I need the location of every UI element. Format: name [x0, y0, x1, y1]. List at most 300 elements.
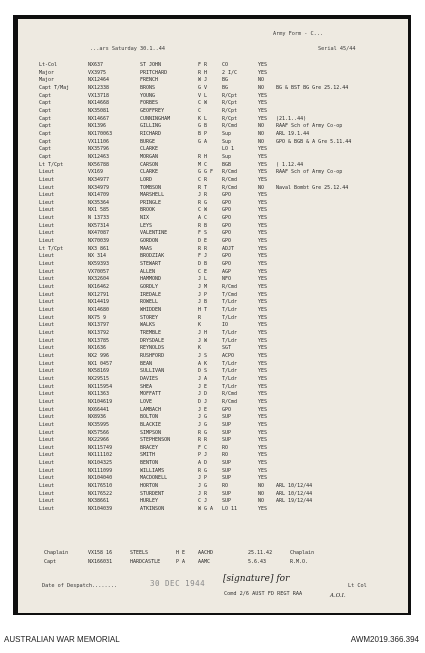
officer-initials: R R	[198, 437, 208, 444]
officer-row	[18, 230, 408, 238]
officer-number: NX 314	[88, 253, 107, 260]
officer-number: NX14419	[88, 299, 110, 306]
officer-number: VX70057	[88, 268, 110, 275]
officer-rank: Lieut	[39, 414, 55, 421]
officer-rank: Lieut	[39, 421, 55, 428]
officer-row	[18, 207, 408, 215]
officer-unit: GPO	[222, 215, 232, 222]
officer-initials: J A	[198, 375, 208, 382]
officer-note: RAAF Sch of Army Co-op	[276, 123, 343, 130]
officer-initials: C E	[198, 268, 208, 275]
officer-unit: T/Ldr	[222, 329, 238, 336]
officer-unit: R/Cmd	[222, 398, 238, 405]
officer-row	[18, 246, 408, 254]
officer-rank: Lieut	[39, 329, 55, 336]
officer-name: BRODZIAK	[140, 253, 165, 260]
officer-number: NX12463	[88, 153, 110, 160]
officer-name: BURGE	[140, 138, 156, 145]
signature-initials: A.O.I.	[330, 593, 346, 599]
officer-rank: Capt	[39, 130, 52, 137]
rmo-initials: P A	[176, 559, 186, 565]
officer-name: DAVIES	[140, 375, 159, 382]
officer-row	[18, 261, 408, 269]
officer-number: NX35081	[88, 107, 110, 114]
officer-name: MOFFATT	[140, 391, 162, 398]
officer-number: NX104619	[88, 398, 113, 405]
officer-name: FRENCH	[140, 77, 159, 84]
officer-initials: G B	[198, 123, 208, 130]
serial-number: Serial 45/44	[318, 46, 356, 52]
officer-rank: Lieut	[39, 284, 55, 291]
officer-number: NX38661	[88, 498, 110, 505]
officer-row	[18, 315, 408, 323]
officer-rank: Lieut	[39, 215, 55, 222]
officer-number: VX169	[88, 169, 104, 176]
officer-unit: T/Ldr	[222, 368, 238, 375]
officer-row	[18, 368, 408, 376]
officer-number: NX104040	[88, 475, 113, 482]
chaplain-unit: AACHD	[198, 550, 214, 556]
officer-number: NX59393	[88, 261, 110, 268]
officer-code: YES	[258, 421, 268, 428]
officer-rank: Lieut	[39, 314, 55, 321]
officer-code: YES	[258, 460, 268, 467]
officer-unit: LO 1	[222, 146, 235, 153]
officer-code: YES	[258, 375, 268, 382]
officer-number: NX13797	[88, 322, 110, 329]
officer-name: BOLTON	[140, 414, 159, 421]
officer-code: YES	[258, 414, 268, 421]
officer-name: NIX	[140, 215, 150, 222]
officer-unit: R/Cpt	[222, 115, 238, 122]
officer-code: YES	[258, 153, 268, 160]
officer-unit: R/Cpt	[222, 100, 238, 107]
officer-row	[18, 146, 408, 154]
officer-name: BRONS	[140, 84, 156, 91]
officer-unit: SUP	[222, 460, 232, 467]
officer-name: SHEA	[140, 383, 153, 390]
officer-initials: F C	[198, 444, 208, 451]
officer-name: ATKINSON	[140, 506, 165, 513]
officer-unit: RO	[222, 483, 229, 490]
officer-number: NX34977	[88, 176, 110, 183]
officer-code: YES	[258, 261, 268, 268]
officer-initials: J G	[198, 483, 208, 490]
officer-initials: C	[198, 107, 202, 114]
officer-code: NO	[258, 498, 265, 505]
chaplain-date: 25.11.42	[248, 550, 273, 556]
officer-number: NX14709	[88, 192, 110, 199]
archive-reference: AWM2019.366.394	[350, 635, 419, 644]
officer-unit: T/Ldr	[222, 307, 238, 313]
officer-number: NX13785	[88, 337, 110, 344]
officer-number: NX16462	[88, 284, 110, 291]
officer-row	[18, 192, 408, 200]
officer-code: NO	[258, 84, 265, 91]
officer-number: NX75 9	[88, 314, 107, 321]
officer-unit: GPO	[222, 238, 232, 245]
officer-unit: ACPO	[222, 352, 235, 359]
officer-rank: Capt T/Maj	[39, 84, 70, 91]
officer-unit: GPO	[222, 222, 232, 229]
officer-initials: J R	[198, 490, 208, 497]
officer-code: YES	[258, 383, 268, 390]
rmo-date: 5.6.43	[248, 559, 267, 565]
officer-rank: Major	[39, 77, 55, 84]
officer-number: NX58169	[88, 368, 110, 375]
officer-unit: SUP	[222, 475, 232, 482]
rmo-unit: AAMC	[198, 559, 211, 565]
officer-unit: T/Ldr	[222, 375, 238, 382]
officer-row	[18, 108, 408, 116]
officer-code: YES	[258, 314, 268, 321]
officer-name: LAMBACH	[140, 406, 162, 413]
officer-row	[18, 468, 408, 476]
officer-unit: RO	[222, 452, 229, 459]
officer-row	[18, 452, 408, 460]
despatch-date-stamp: 30 DEC 1944	[150, 579, 206, 588]
officer-name: STOREY	[140, 314, 159, 321]
officer-code: YES	[258, 398, 268, 405]
officer-row	[18, 93, 408, 101]
officer-name: TREMBLE	[140, 329, 162, 336]
chaplain-row	[18, 549, 408, 557]
officer-unit: R/Cmd	[222, 391, 238, 398]
officer-initials: P J	[198, 452, 208, 459]
officer-code: YES	[258, 253, 268, 260]
officer-unit: SUP	[222, 490, 232, 497]
officer-row	[18, 475, 408, 483]
officer-note: (21.1..44)	[276, 115, 307, 122]
officer-name: GEOFFREY	[140, 107, 165, 114]
officer-rank: Capt	[39, 138, 52, 145]
officer-unit: SUP	[222, 467, 232, 474]
officer-name: HORTON	[140, 483, 159, 490]
officer-unit: GPO	[222, 230, 232, 237]
officer-number: NX35796	[88, 146, 110, 153]
officer-rank: Lieut	[39, 452, 55, 459]
officer-name: CUNNINGHAM	[140, 115, 171, 122]
officer-row	[18, 131, 408, 139]
officer-initials: H T	[198, 307, 208, 313]
officer-name: SULLIVAN	[140, 368, 165, 375]
officer-number: NX115749	[88, 444, 113, 451]
officer-initials: D S	[198, 368, 208, 375]
officer-row	[18, 399, 408, 407]
officer-name: MACDONELL	[140, 475, 168, 482]
officer-unit: ADJT	[222, 245, 235, 252]
officer-code: YES	[258, 299, 268, 306]
officer-number: NX14667	[88, 115, 110, 122]
officer-row	[18, 253, 408, 261]
officer-number: NX14680	[88, 307, 110, 313]
officer-rank: Lieut	[39, 375, 55, 382]
officer-list	[18, 62, 408, 514]
officer-number: NX1636	[88, 345, 107, 352]
officer-initials: K	[198, 345, 202, 352]
officer-row	[18, 77, 408, 85]
officer-code: YES	[258, 352, 268, 359]
officer-number: NX12791	[88, 291, 110, 298]
officer-name: YOUNG	[140, 92, 156, 99]
officer-initials: A D	[198, 460, 208, 467]
officer-code: YES	[258, 360, 268, 367]
officer-code: YES	[258, 452, 268, 459]
officer-unit: AGP	[222, 268, 232, 275]
officer-unit: T/Cmd	[222, 291, 238, 298]
officer-name: LEYS	[140, 222, 153, 229]
officer-code: YES	[258, 337, 268, 344]
officer-row	[18, 269, 408, 277]
lt-col-label: Lt Col	[348, 583, 367, 589]
officer-name: CARSON	[140, 161, 159, 168]
officer-row	[18, 483, 408, 491]
officer-note: ARL 19.1.44	[276, 130, 310, 137]
officer-unit: 2 I/C	[222, 69, 238, 76]
officer-rank: Lieut	[39, 406, 55, 413]
officer-row	[18, 384, 408, 392]
officer-number: NX115954	[88, 383, 113, 390]
officer-code: YES	[258, 368, 268, 375]
officer-unit: IO	[222, 322, 229, 329]
officer-note: ARL 10/12/44	[276, 483, 313, 490]
officer-rank: Lieut	[39, 490, 55, 497]
officer-number: NX22966	[88, 437, 110, 444]
officer-unit: R/Cmd	[222, 284, 238, 291]
officer-name: WALKS	[140, 322, 156, 329]
officer-initials: C W	[198, 207, 208, 214]
officer-number: NX170063	[88, 130, 113, 137]
officer-rank: Lieut	[39, 337, 55, 344]
officer-row	[18, 100, 408, 108]
officer-rank: Lieut	[39, 368, 55, 375]
officer-row	[18, 437, 408, 445]
officer-rank: Lieut	[39, 268, 55, 275]
officer-rank: Lieut	[39, 475, 55, 482]
officer-name: BRACEY	[140, 444, 159, 451]
officer-name: BLACKIE	[140, 421, 162, 428]
archive-footer	[0, 632, 425, 653]
officer-code: YES	[258, 437, 268, 444]
officer-initials: D B	[198, 261, 208, 268]
officer-rank: Lieut	[39, 444, 55, 451]
officer-number: NX12464	[88, 77, 110, 84]
officer-row	[18, 162, 408, 170]
officer-number: VX11106	[88, 138, 110, 145]
officer-row	[18, 139, 408, 147]
officer-name: MARSHELL	[140, 192, 165, 199]
officer-row	[18, 414, 408, 422]
officer-row	[18, 498, 408, 506]
officer-number: NX111099	[88, 467, 113, 474]
officer-rank: Lieut	[39, 460, 55, 467]
officer-unit: GPO	[222, 406, 232, 413]
officer-row	[18, 407, 408, 415]
officer-initials: F R	[198, 62, 208, 68]
officer-number: NX1 0457	[88, 360, 113, 367]
officer-name: BROOK	[140, 207, 156, 214]
officer-unit: Sup	[222, 138, 232, 145]
officer-unit: R/Cmd	[222, 169, 238, 176]
officer-row	[18, 215, 408, 223]
officer-unit: R/Cmd	[222, 123, 238, 130]
officer-row	[18, 276, 408, 284]
officer-code: YES	[258, 62, 268, 68]
officer-row	[18, 445, 408, 453]
officer-code: NO	[258, 130, 265, 137]
officer-number: NX32604	[88, 276, 110, 283]
officer-row	[18, 506, 408, 514]
officer-unit: SGT	[222, 345, 232, 352]
officer-name: ALLEN	[140, 268, 156, 275]
officer-code: NO	[258, 184, 265, 191]
officer-code: YES	[258, 345, 268, 352]
officer-row	[18, 338, 408, 346]
officer-initials: J G	[198, 421, 208, 428]
officer-row	[18, 322, 408, 330]
officer-row	[18, 200, 408, 208]
officer-rank: Lieut	[39, 169, 55, 176]
officer-initials: A C	[198, 215, 208, 222]
officer-code: YES	[258, 100, 268, 107]
officer-initials: C W	[198, 100, 208, 107]
officer-name: HAMMOND	[140, 276, 162, 283]
officer-rank: Capt	[39, 123, 52, 130]
officer-code: YES	[258, 115, 268, 122]
officer-code: YES	[258, 284, 268, 291]
officer-rank: Lieut	[39, 506, 55, 513]
officer-row	[18, 284, 408, 292]
officer-row	[18, 292, 408, 300]
officer-note: BG & BST BG Gre 25.12.44	[276, 84, 349, 91]
officer-initials: J P	[198, 291, 208, 298]
officer-unit: GPO	[222, 207, 232, 214]
chaplain-number: VX158 16	[88, 550, 113, 556]
officer-name: RUSHFORD	[140, 352, 165, 359]
officer-name: ROWELL	[140, 299, 159, 306]
officer-number: NX1 585	[88, 207, 110, 214]
officer-initials: R H	[198, 69, 208, 76]
officer-number: NX57566	[88, 429, 110, 436]
officer-code: YES	[258, 207, 268, 214]
officer-code: YES	[258, 176, 268, 183]
officer-name: REYNOLDS	[140, 345, 165, 352]
officer-rank: Capt	[39, 100, 52, 107]
officer-number: NX47087	[88, 230, 110, 237]
officer-name: MAAS	[140, 245, 153, 252]
officer-initials: W J	[198, 77, 208, 84]
officer-row	[18, 123, 408, 131]
officer-rank: Lieut	[39, 207, 55, 214]
officer-name: VALENTINE	[140, 230, 168, 237]
officer-unit: GPO	[222, 192, 232, 199]
officer-code: YES	[258, 391, 268, 398]
officer-initials: R B	[198, 222, 208, 229]
officer-number: NX66441	[88, 406, 110, 413]
officer-rank: Capt	[39, 146, 52, 153]
officer-unit: SUP	[222, 498, 232, 505]
officer-rank: Lieut	[39, 345, 55, 352]
document-page	[18, 19, 408, 613]
officer-initials: F S	[198, 230, 208, 237]
officer-name: HURLEY	[140, 498, 159, 505]
officer-unit: T/Ldr	[222, 360, 238, 367]
officer-note: ( 1.12.44	[276, 161, 304, 168]
officer-number: NX34979	[88, 184, 110, 191]
officer-rank: Lieut	[39, 352, 55, 359]
officer-name: IREDALE	[140, 291, 162, 298]
officer-row	[18, 307, 408, 315]
officer-code: YES	[258, 506, 268, 513]
officer-note: RAAF Sch of Army Co-op	[276, 169, 343, 176]
officer-row	[18, 460, 408, 468]
date-line: ...ars Saturday 30.1..44	[90, 46, 165, 52]
officer-initials: G V	[198, 84, 208, 91]
officer-initials: A K	[198, 360, 208, 367]
officer-number: NX637	[88, 62, 104, 68]
officer-rank: Capt	[39, 153, 52, 160]
officer-name: LOVE	[140, 398, 153, 405]
officer-code: YES	[258, 276, 268, 283]
officer-number: NX11363	[88, 391, 110, 398]
officer-row	[18, 345, 408, 353]
officer-code: YES	[258, 92, 268, 99]
officer-number: NX8936	[88, 414, 107, 421]
officer-initials: B P	[198, 130, 208, 137]
officer-rank: Lieut	[39, 391, 55, 398]
officer-number: NX104039	[88, 506, 113, 513]
officer-code: YES	[258, 192, 268, 199]
officer-name: BEAN	[140, 360, 153, 367]
officer-name: STEPHENSON	[140, 437, 171, 444]
officer-number: NX176510	[88, 483, 113, 490]
officer-unit: R/Cmd	[222, 176, 238, 183]
officer-code: NO	[258, 77, 265, 84]
officer-unit: CO	[222, 62, 229, 68]
officer-code: YES	[258, 146, 268, 153]
rmo-name: HARDCASTLE	[130, 559, 161, 565]
officer-rank: Capt	[39, 115, 52, 122]
commander-line: Comd 2/6 AUST FD REGT RAA	[224, 591, 303, 597]
officer-unit: Sup	[222, 153, 232, 160]
officer-code: YES	[258, 307, 268, 313]
rmo-number: NX166031	[88, 559, 113, 565]
officer-rank: Lieut	[39, 322, 55, 329]
officer-number: NX14668	[88, 100, 110, 107]
officer-code: YES	[258, 444, 268, 451]
officer-name: GORDLY	[140, 284, 159, 291]
despatch-label: Date of Despatch........	[42, 583, 117, 589]
officer-rank: Lieut	[39, 360, 55, 367]
officer-unit: R/Cmd	[222, 184, 238, 191]
officer-initials: R R	[198, 245, 208, 252]
officer-initials: J B	[198, 299, 208, 306]
officer-unit: SUP	[222, 437, 232, 444]
officer-unit: R/Cpt	[222, 92, 238, 99]
chaplain-initials: H E	[176, 550, 186, 556]
officer-code: YES	[258, 245, 268, 252]
officer-rank: Lieut	[39, 429, 55, 436]
officer-rank: Major	[39, 69, 55, 76]
officer-unit: SUP	[222, 429, 232, 436]
officer-number: NX104325	[88, 460, 113, 467]
officer-initials: J M	[198, 284, 208, 291]
officer-row	[18, 116, 408, 124]
officer-unit: T/Ldr	[222, 337, 238, 344]
officer-unit: T/Ldr	[222, 314, 238, 321]
officer-code: YES	[258, 268, 268, 275]
officer-row	[18, 299, 408, 307]
